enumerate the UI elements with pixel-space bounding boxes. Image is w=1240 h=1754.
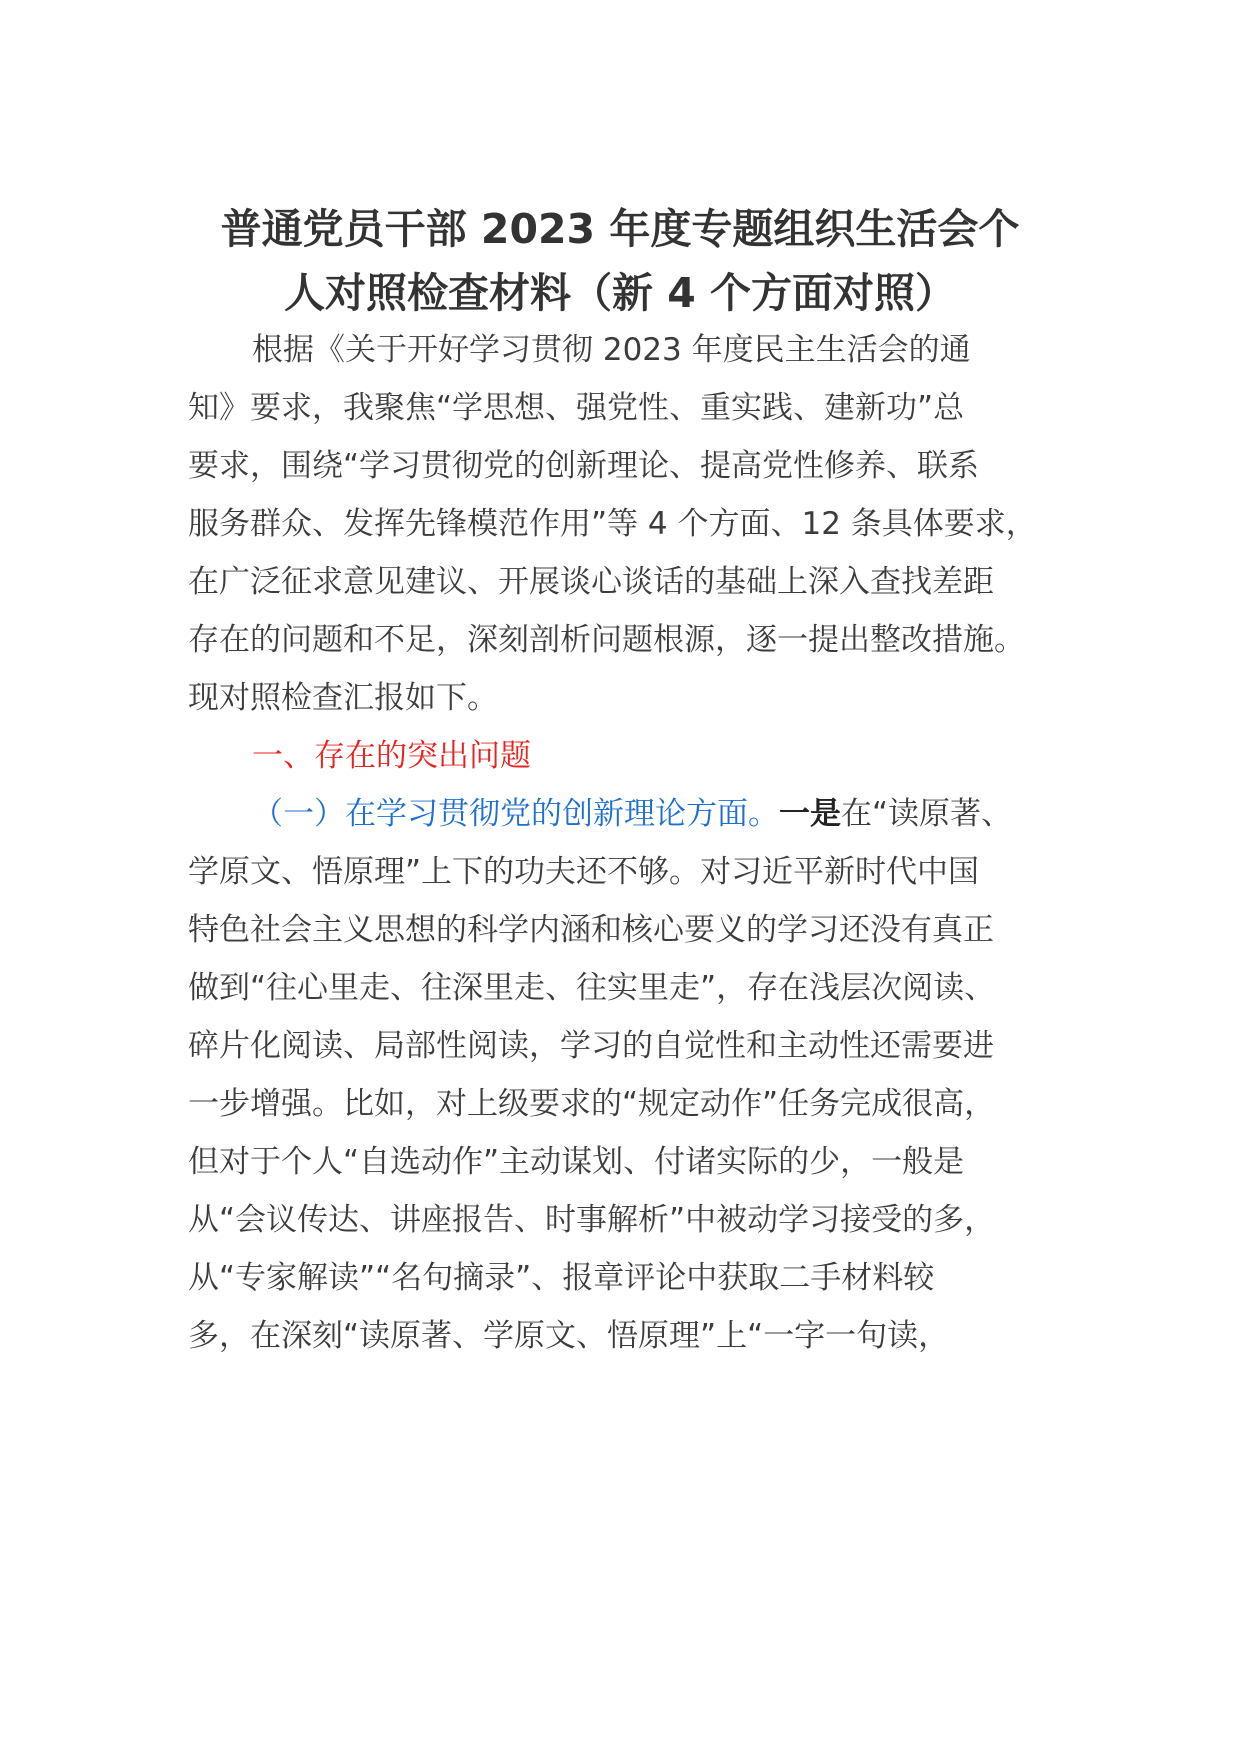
intro-line-7: 现对照检查汇报如下。 <box>188 680 498 716</box>
subsection-line-9: 多，在深刻“读原著、学原文、悟原理”上“一字一句读， <box>188 1318 950 1354</box>
intro-line-6: 存在的问题和不足，深刻剖析问题根源，逐一提出整改措施。 <box>188 622 1025 658</box>
subsection-line-7: 从“会议传达、讲座报告、时事解析”中被动学习接受的多， <box>188 1202 996 1238</box>
intro-line-5: 在广泛征求意见建议、开展谈心谈话的基础上深入查找差距 <box>188 564 994 600</box>
subsection-heading: （一）在学习贯彻党的创新理论方面。 <box>252 796 779 832</box>
subsection-line-1: 学原文、悟原理”上下的功夫还不够。对习近平新时代中国 <box>188 854 980 890</box>
subsection-line-3: 做到“往心里走、往深里走、往实里走”，存在浅层次阅读、 <box>188 970 996 1006</box>
subsection-line-8: 从“专家解读”“名句摘录”、报章评论中获取二手材料较 <box>188 1260 935 1296</box>
title-line-1: 普通党员干部 2023 年度专题组织生活会个 <box>220 205 1020 253</box>
intro-line-1: 根据《关于开好学习贯彻 2023 年度民主生活会的通 <box>252 332 971 368</box>
title-line-2: 人对照检查材料（新 4 个方面对照） <box>283 269 957 317</box>
subsection-lead-bold: 一是 <box>779 796 841 832</box>
subsection-line-5: 一步增强。比如，对上级要求的“规定动作”任务完成很高， <box>188 1086 996 1122</box>
subsection-line-2: 特色社会主义思想的科学内涵和核心要义的学习还没有真正 <box>188 912 994 948</box>
subsection-first-line <box>252 794 1012 834</box>
section-heading: 一、存在的突出问题 <box>252 738 531 774</box>
subsection-line-6: 但对于个人“自选动作”主动谋划、付诸实际的少，一般是 <box>188 1144 965 1180</box>
intro-line-2: 知》要求，我聚焦“学思想、强党性、重实践、建新功”总 <box>188 390 965 426</box>
subsection-lead-rest: 在“读原著、 <box>841 796 1013 832</box>
intro-line-4: 服务群众、发挥先锋模范作用”等 4 个方面、12 条具体要求， <box>188 506 1037 542</box>
document-title <box>150 197 1090 325</box>
subsection-line-4: 碎片化阅读、局部性阅读，学习的自觉性和主动性还需要进 <box>188 1028 994 1064</box>
intro-line-3: 要求，围绕“学习贯彻党的创新理论、提高党性修养、联系 <box>188 448 980 484</box>
